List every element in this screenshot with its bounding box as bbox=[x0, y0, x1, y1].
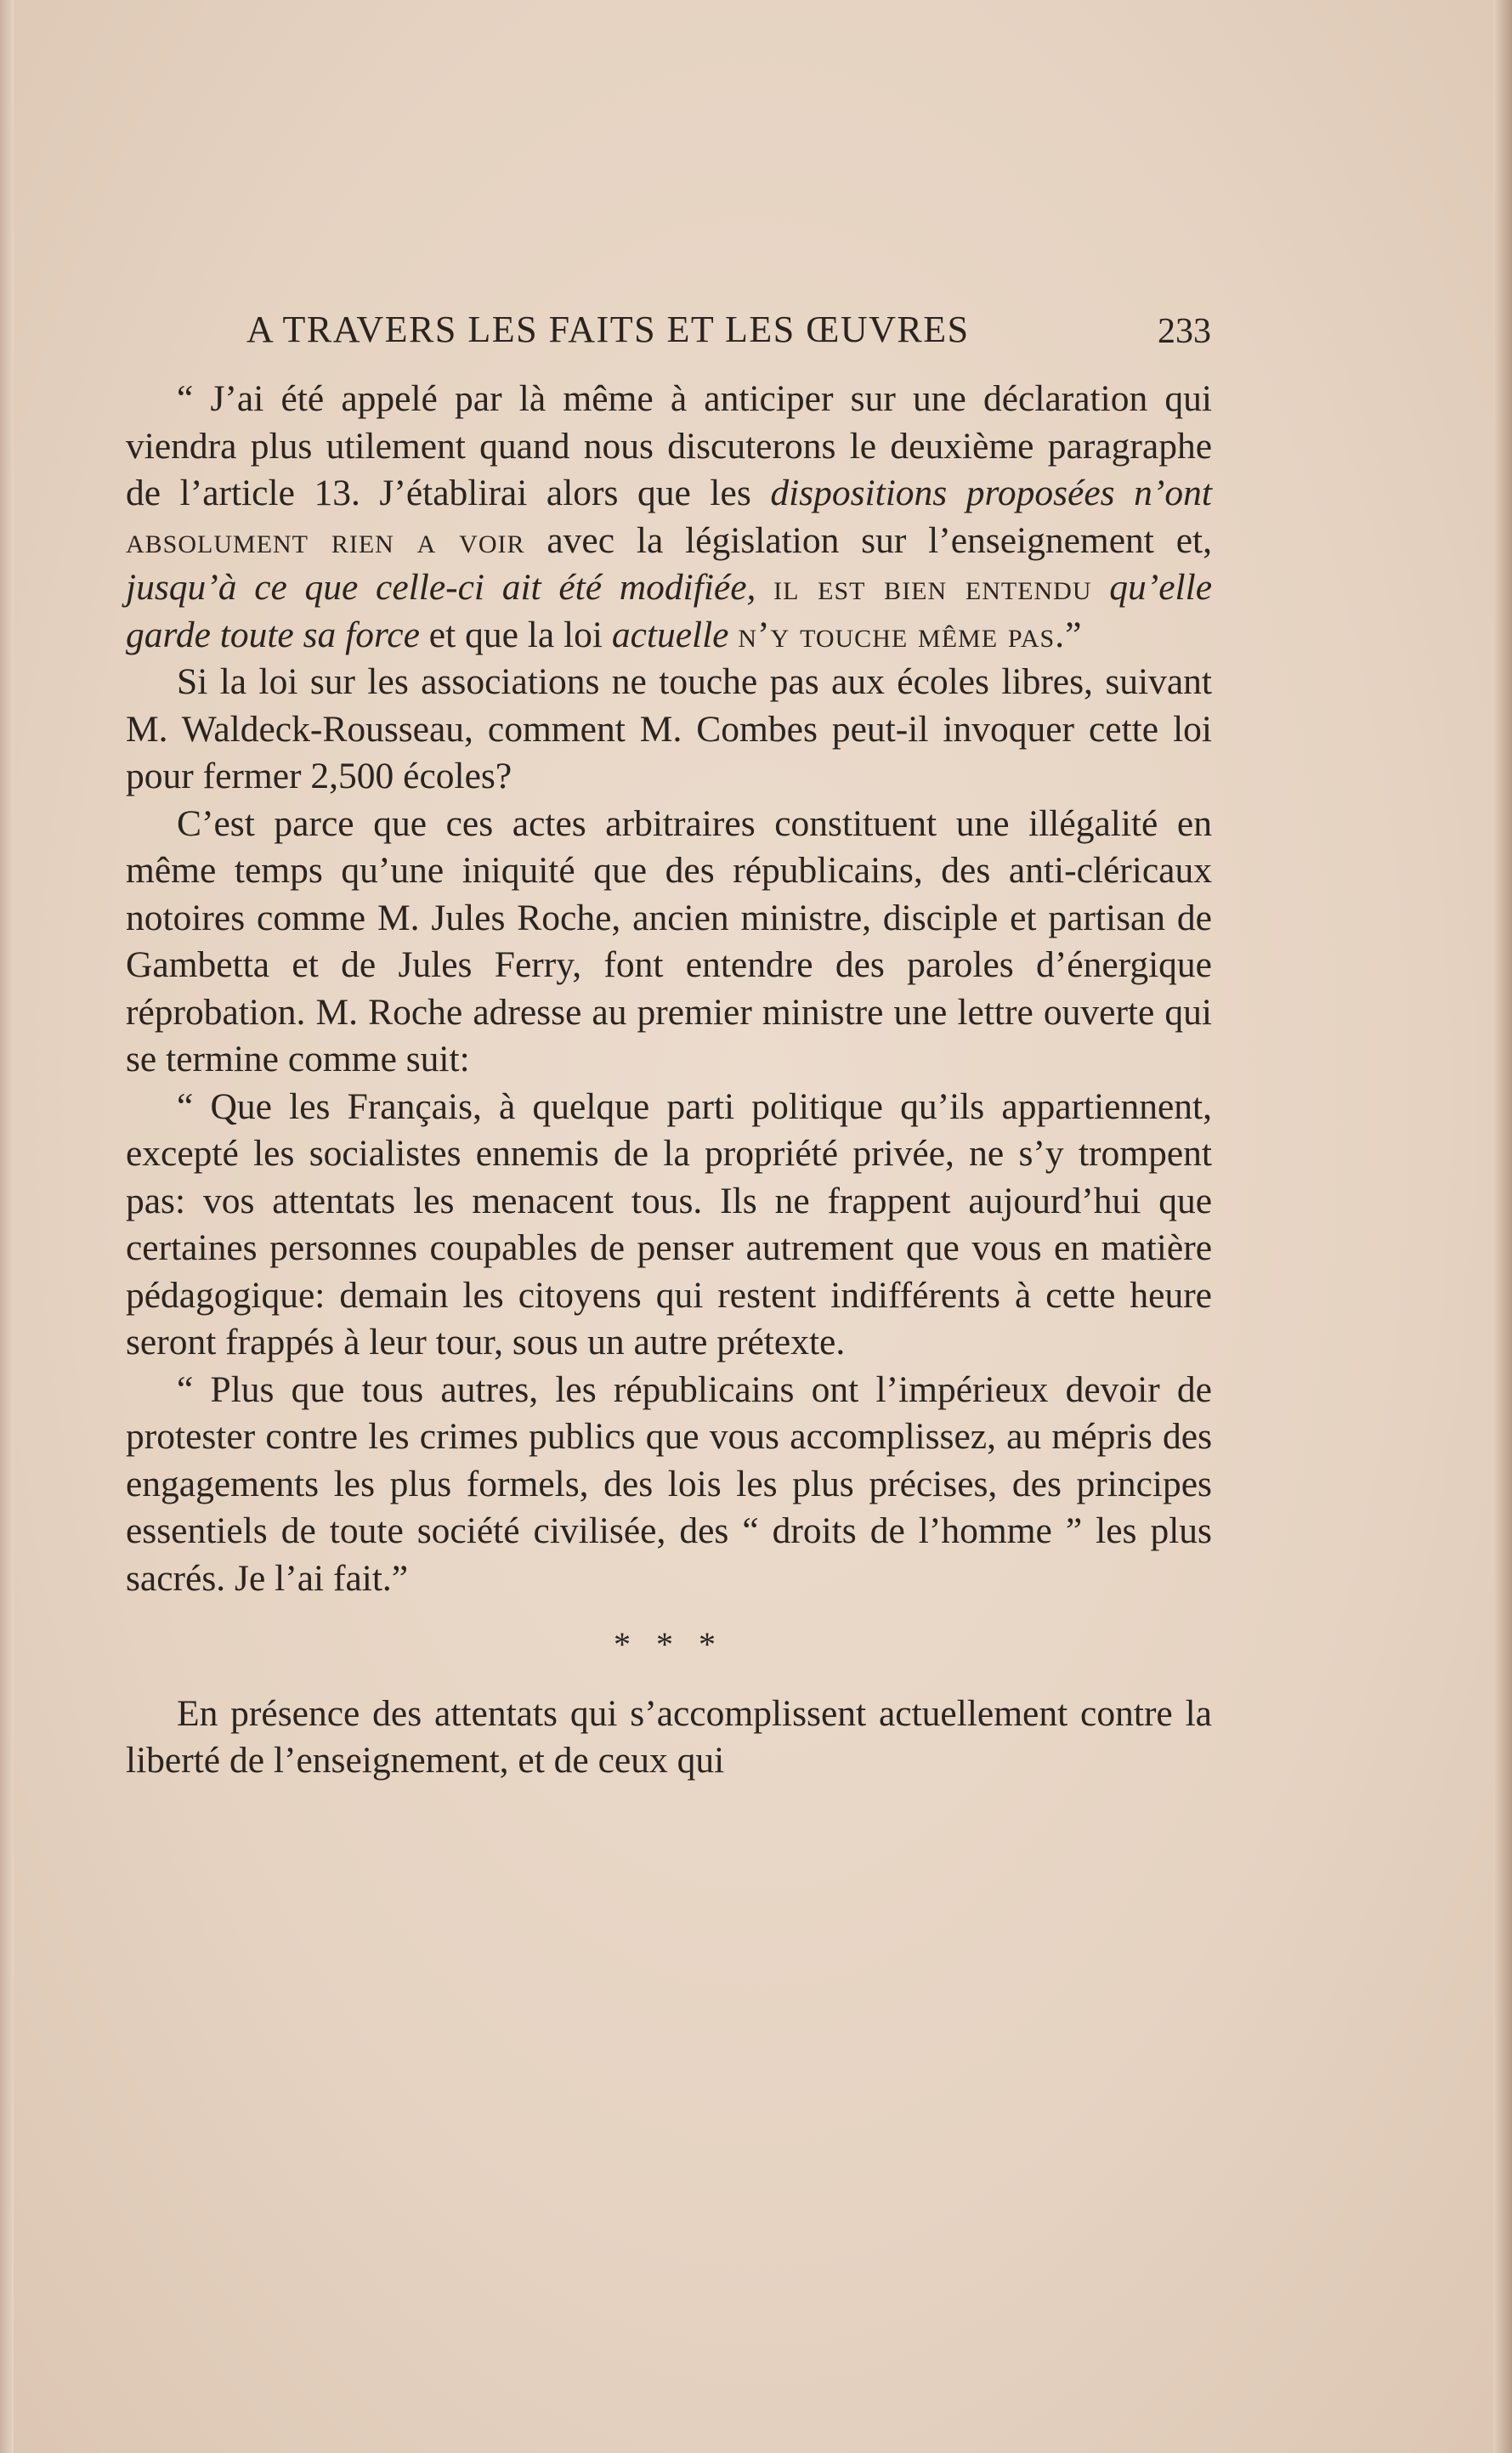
italic-run: actuelle bbox=[611, 614, 729, 655]
paragraph-quote-francais: “ Que les Français, à quelque parti politique qu’ils appartiennent, excepté les socialistes ennemis de la propriété privée, ne s’y trompent pas: vos attentats les menacent tous. Ils ne frappent aujourd’hui que certaines personnes coupables de penser autrement que vous en matière pédagogique: demain les citoyens qui restent indifférents à cette heure seront frappés à leur tour, sous un autre prétexte. bbox=[126, 1085, 1212, 1362]
text-run bbox=[1092, 567, 1110, 608]
italic-run: jusqu’à ce que celle-ci ait été modifiée, bbox=[126, 567, 756, 608]
small-caps-run: absolument rien a voir bbox=[126, 519, 525, 561]
text-run: ” bbox=[1065, 614, 1082, 655]
small-caps-run: n’y touche même pas. bbox=[738, 614, 1066, 655]
paragraph-question: Si la loi sur les associations ne touche pas aux écoles libres, suivant M. Waldeck-Rousseau, comment M. Combes peut-il invoquer cette loi pour fermer 2,500 écoles? bbox=[126, 661, 1212, 796]
small-caps-run: il est bien entendu bbox=[773, 567, 1092, 608]
page-number: 233 bbox=[1158, 312, 1211, 351]
paragraph-roche-letter: C’est parce que ces actes arbitraires constituent une illégalité en même temps qu’une iniquité que des républicains, des anti-cléricaux notoires comme M. Jules Roche, ancien ministre, disciple et partisan de Gambetta et de Jules Ferry, font entendre des paroles d’énergique réprobation. M. Roche adresse au premier ministre une lettre ouverte qui se termine comme suit: bbox=[126, 802, 1212, 1079]
text-run: avec la législation sur l’enseignement et, bbox=[524, 519, 1212, 561]
text-run: “ J’ai été appelé par là même à anticiper sur une déclaration qui viendra plus utilement quand nous discuterons le deuxième paragraphe de l’article 13. J’établirai alors que les bbox=[126, 378, 1212, 513]
running-head: A TRAVERS LES FAITS ET LES ŒUVRES bbox=[246, 309, 970, 350]
paragraph-quote-declaration bbox=[126, 376, 1212, 659]
page-header bbox=[246, 308, 1211, 359]
text-run: et que la loi bbox=[419, 614, 612, 655]
text-run bbox=[756, 567, 773, 608]
italic-run: qu’elle garde toute sa force bbox=[126, 567, 1213, 655]
text-run bbox=[729, 615, 739, 655]
page-body bbox=[126, 376, 1212, 1785]
paragraph-en-presence: En présence des attentats qui s’accomplissent actuellement contre la liberté de l’enseignement, et de ceux qui bbox=[126, 1692, 1212, 1781]
paragraph-quote-republicains: “ Plus que tous autres, les républicains ont l’impérieux devoir de protester contre les crimes publics que vous accomplissez, au mépris des engagements les plus formels, des lois les plus précises, des principes essentiels de toute société civilisée, des “ droits de l’homme ” les plus sacrés. Je l’ai fait.” bbox=[126, 1368, 1212, 1599]
section-separator: * * * bbox=[614, 1625, 724, 1663]
italic-run: dispositions proposées n’ont bbox=[770, 473, 1212, 513]
